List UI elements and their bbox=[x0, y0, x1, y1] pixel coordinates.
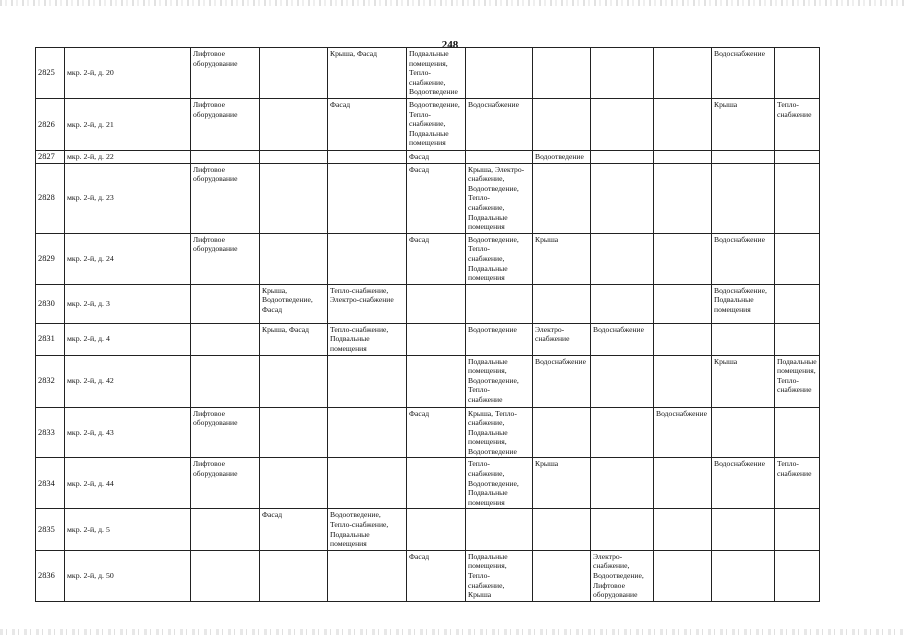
work-type-cell bbox=[591, 509, 654, 550]
work-type-cell bbox=[591, 355, 654, 407]
work-type-cell bbox=[775, 284, 820, 323]
work-type-cell bbox=[191, 98, 260, 150]
work-type-cell bbox=[407, 163, 466, 233]
work-type-cell bbox=[407, 509, 466, 550]
building-address: мкр. 2-й, д. 5 bbox=[65, 509, 191, 550]
table-row bbox=[36, 98, 820, 150]
table-row bbox=[36, 323, 820, 355]
work-type-cell bbox=[712, 150, 775, 163]
work-type-cell bbox=[466, 98, 533, 150]
work-type-text: Фасад bbox=[262, 510, 283, 520]
work-type-cell bbox=[407, 284, 466, 323]
work-type-cell bbox=[533, 458, 591, 509]
work-type-text: Крыша bbox=[535, 234, 559, 244]
work-type-cell bbox=[533, 150, 591, 163]
work-type-text: Фасад bbox=[409, 234, 430, 244]
work-type-cell bbox=[466, 150, 533, 163]
work-type-text: Подвальные помещения, Тепло- снабжение bbox=[777, 356, 817, 395]
work-type-cell bbox=[533, 355, 591, 407]
work-type-cell bbox=[712, 550, 775, 601]
work-type-cell bbox=[328, 233, 407, 284]
work-type-text: Водоснабжение bbox=[593, 324, 644, 334]
work-type-cell bbox=[328, 458, 407, 509]
work-type-cell bbox=[533, 48, 591, 99]
work-type-cell bbox=[191, 355, 260, 407]
work-type-cell bbox=[407, 458, 466, 509]
work-type-cell bbox=[407, 407, 466, 458]
row-number: 2827 bbox=[36, 150, 65, 163]
work-type-text: Водоотведение bbox=[535, 151, 584, 161]
work-type-text: Фасад bbox=[330, 99, 351, 109]
work-type-cell bbox=[466, 323, 533, 355]
work-type-text: Лифтовое оборудование bbox=[193, 408, 238, 428]
work-type-cell bbox=[712, 458, 775, 509]
row-number: 2829 bbox=[36, 233, 65, 284]
work-type-text: Крыша, Фасад bbox=[262, 324, 310, 334]
work-type-cell bbox=[775, 323, 820, 355]
row-number: 2836 bbox=[36, 550, 65, 601]
work-type-cell bbox=[591, 150, 654, 163]
work-type-cell bbox=[654, 458, 712, 509]
row-number: 2835 bbox=[36, 509, 65, 550]
work-type-cell bbox=[328, 48, 407, 99]
work-type-cell bbox=[260, 407, 328, 458]
building-address: мкр. 2-й, д. 20 bbox=[65, 48, 191, 99]
work-type-cell bbox=[191, 509, 260, 550]
work-type-cell bbox=[191, 150, 260, 163]
page-number: 248 bbox=[441, 39, 459, 51]
work-type-cell bbox=[466, 407, 533, 458]
work-type-cell bbox=[775, 163, 820, 233]
building-address: мкр. 2-й, д. 3 bbox=[65, 284, 191, 323]
work-type-text: Фасад bbox=[409, 551, 430, 561]
work-type-cell bbox=[775, 407, 820, 458]
work-type-cell bbox=[591, 284, 654, 323]
work-type-cell bbox=[260, 48, 328, 99]
work-type-text: Крыша bbox=[535, 459, 559, 469]
work-type-text: Фасад bbox=[409, 151, 430, 161]
table-row bbox=[36, 48, 820, 99]
building-address: мкр. 2-й, д. 24 bbox=[65, 233, 191, 284]
work-type-cell bbox=[654, 407, 712, 458]
work-type-cell bbox=[260, 355, 328, 407]
work-type-cell bbox=[533, 98, 591, 150]
work-type-text: Водоснабжение bbox=[714, 234, 765, 244]
work-type-cell bbox=[260, 458, 328, 509]
work-type-cell bbox=[591, 458, 654, 509]
work-type-cell bbox=[260, 284, 328, 323]
work-type-cell bbox=[466, 48, 533, 99]
work-type-text: Подвальные помещения, Тепло- снабжение, Крыша bbox=[468, 551, 508, 600]
work-type-cell bbox=[191, 48, 260, 99]
work-type-text: Водоотведение, Тепло-снабжение, Подвальные помещения bbox=[330, 510, 389, 549]
work-type-text: Лифтовое оборудование bbox=[193, 99, 238, 119]
work-type-cell bbox=[260, 509, 328, 550]
work-type-text: Крыша, Тепло- снабжение, Подвальные помещения, Водоотведение bbox=[468, 408, 517, 456]
work-type-text: Тепло-снабжение, Электро-снабжение bbox=[330, 285, 394, 305]
work-type-text: Лифтовое оборудование bbox=[193, 459, 238, 479]
work-type-cell bbox=[328, 163, 407, 233]
work-type-cell bbox=[328, 150, 407, 163]
building-address: мкр. 2-й, д. 22 bbox=[65, 150, 191, 163]
work-type-cell bbox=[775, 233, 820, 284]
row-number: 2831 bbox=[36, 323, 65, 355]
work-type-cell bbox=[466, 355, 533, 407]
scan-artifact-top bbox=[0, 0, 905, 6]
work-type-cell bbox=[591, 163, 654, 233]
work-type-cell bbox=[407, 48, 466, 99]
work-type-cell bbox=[260, 163, 328, 233]
building-address: мкр. 2-й, д. 43 bbox=[65, 407, 191, 458]
row-number: 2826 bbox=[36, 98, 65, 150]
work-type-cell bbox=[654, 48, 712, 99]
work-type-cell bbox=[712, 233, 775, 284]
work-type-cell bbox=[654, 323, 712, 355]
work-type-cell bbox=[712, 163, 775, 233]
building-address: мкр. 2-й, д. 50 bbox=[65, 550, 191, 601]
work-type-cell bbox=[328, 509, 407, 550]
work-type-text: Фасад bbox=[409, 164, 430, 174]
work-type-text: Тепло- снабжение bbox=[777, 99, 812, 119]
work-type-cell bbox=[533, 323, 591, 355]
building-address: мкр. 2-й, д. 42 bbox=[65, 355, 191, 407]
work-type-cell bbox=[533, 284, 591, 323]
work-type-cell bbox=[533, 550, 591, 601]
work-type-cell bbox=[712, 355, 775, 407]
work-type-cell bbox=[328, 355, 407, 407]
work-type-cell bbox=[328, 550, 407, 601]
work-type-text: Водоснабжение bbox=[714, 459, 765, 469]
work-type-text: Водоснабжение bbox=[714, 49, 765, 58]
building-address: мкр. 2-й, д. 21 bbox=[65, 98, 191, 150]
row-number: 2832 bbox=[36, 355, 65, 407]
work-type-cell bbox=[775, 150, 820, 163]
work-type-cell bbox=[591, 98, 654, 150]
work-type-text: Тепло-снабжение, Подвальные помещения bbox=[330, 324, 389, 353]
work-type-cell bbox=[466, 233, 533, 284]
work-type-cell bbox=[260, 98, 328, 150]
work-type-cell bbox=[466, 550, 533, 601]
table-row bbox=[36, 150, 820, 163]
work-type-cell bbox=[260, 150, 328, 163]
work-type-cell bbox=[260, 233, 328, 284]
work-type-cell bbox=[328, 98, 407, 150]
work-type-cell bbox=[466, 458, 533, 509]
work-type-cell bbox=[712, 284, 775, 323]
work-type-cell bbox=[260, 550, 328, 601]
work-type-cell bbox=[466, 509, 533, 550]
row-number: 2828 bbox=[36, 163, 65, 233]
work-type-text: Электро- снабжение bbox=[535, 324, 570, 344]
work-type-text: Подвальные помещения, Тепло- снабжение, Водоотведение bbox=[409, 49, 458, 97]
row-number: 2830 bbox=[36, 284, 65, 323]
work-type-cell bbox=[533, 163, 591, 233]
work-type-text: Крыша bbox=[714, 356, 738, 366]
work-type-cell bbox=[191, 163, 260, 233]
work-type-cell bbox=[260, 323, 328, 355]
work-type-cell bbox=[654, 233, 712, 284]
work-type-cell bbox=[328, 323, 407, 355]
table-row bbox=[36, 355, 820, 407]
work-type-cell bbox=[466, 284, 533, 323]
work-type-cell bbox=[191, 407, 260, 458]
work-type-text: Водоотведение, Тепло- снабжение, Подвальные помещения bbox=[409, 99, 460, 148]
table-row bbox=[36, 550, 820, 601]
work-type-cell bbox=[654, 150, 712, 163]
work-type-cell bbox=[591, 48, 654, 99]
row-number: 2833 bbox=[36, 407, 65, 458]
work-type-text: Крыша, Фасад bbox=[330, 49, 378, 58]
table-row bbox=[36, 509, 820, 550]
work-type-cell bbox=[191, 284, 260, 323]
work-type-cell bbox=[533, 509, 591, 550]
repair-schedule-table bbox=[35, 47, 820, 602]
work-type-cell bbox=[191, 323, 260, 355]
work-type-text: Подвальные помещения, Водоотведение, Тепло- снабжение bbox=[468, 356, 519, 404]
work-type-cell bbox=[591, 550, 654, 601]
work-type-text: Водоснабжение, Подвальные помещения bbox=[714, 285, 767, 314]
work-type-cell bbox=[712, 407, 775, 458]
work-type-text: Крыша, Водоотведение, Фасад bbox=[262, 285, 313, 314]
table-row bbox=[36, 407, 820, 458]
work-type-cell bbox=[591, 233, 654, 284]
work-type-cell bbox=[533, 233, 591, 284]
work-type-text: Тепло- снабжение, Водоотведение, Подвальные помещения bbox=[468, 459, 519, 507]
work-type-cell bbox=[775, 509, 820, 550]
work-type-cell bbox=[191, 550, 260, 601]
work-type-cell bbox=[191, 233, 260, 284]
work-type-text: Водоснабжение bbox=[656, 408, 707, 418]
work-type-text: Водоснабжение bbox=[468, 99, 519, 109]
work-type-cell bbox=[591, 323, 654, 355]
work-type-text: Лифтовое оборудование bbox=[193, 234, 238, 254]
work-type-cell bbox=[775, 458, 820, 509]
work-type-cell bbox=[654, 98, 712, 150]
work-type-cell bbox=[712, 48, 775, 99]
work-type-cell bbox=[775, 98, 820, 150]
building-address: мкр. 2-й, д. 23 bbox=[65, 163, 191, 233]
work-type-cell bbox=[654, 509, 712, 550]
work-type-cell bbox=[654, 284, 712, 323]
work-type-cell bbox=[407, 323, 466, 355]
table-row bbox=[36, 458, 820, 509]
work-type-cell bbox=[407, 233, 466, 284]
work-type-text: Электро- снабжение, Водоотведение, Лифтовое оборудование bbox=[593, 551, 644, 600]
work-type-text: Фасад bbox=[409, 408, 430, 418]
work-type-cell bbox=[407, 355, 466, 407]
work-type-cell bbox=[775, 550, 820, 601]
scan-artifact-bottom bbox=[0, 629, 905, 635]
work-type-cell bbox=[712, 509, 775, 550]
building-address: мкр. 2-й, д. 44 bbox=[65, 458, 191, 509]
work-type-text: Лифтовое оборудование bbox=[193, 164, 238, 184]
work-type-cell bbox=[191, 458, 260, 509]
row-number: 2825 bbox=[36, 48, 65, 99]
work-type-cell bbox=[775, 355, 820, 407]
work-type-cell bbox=[407, 150, 466, 163]
work-type-text: Водоотведение bbox=[468, 324, 517, 334]
work-type-cell bbox=[407, 98, 466, 150]
work-type-cell bbox=[654, 355, 712, 407]
table-row bbox=[36, 284, 820, 323]
table-row bbox=[36, 163, 820, 233]
work-type-cell bbox=[328, 284, 407, 323]
work-type-cell bbox=[654, 163, 712, 233]
work-type-text: Водоснабжение bbox=[535, 356, 586, 366]
table-row bbox=[36, 233, 820, 284]
work-type-cell bbox=[407, 550, 466, 601]
work-type-text: Тепло- снабжение bbox=[777, 459, 812, 479]
work-type-text: Крыша bbox=[714, 99, 738, 109]
work-type-cell bbox=[533, 407, 591, 458]
work-type-cell bbox=[328, 407, 407, 458]
work-type-cell bbox=[712, 98, 775, 150]
work-type-text: Крыша, Электро- снабжение, Водоотведение, Тепло- снабжение, Подвальные помещения bbox=[468, 164, 525, 232]
work-type-cell bbox=[775, 48, 820, 99]
building-address: мкр. 2-й, д. 4 bbox=[65, 323, 191, 355]
work-type-text: Лифтовое оборудование bbox=[193, 49, 238, 68]
work-type-cell bbox=[591, 407, 654, 458]
work-type-cell bbox=[712, 323, 775, 355]
row-number: 2834 bbox=[36, 458, 65, 509]
work-type-cell bbox=[466, 163, 533, 233]
work-type-cell bbox=[654, 550, 712, 601]
work-type-text: Водоотведение, Тепло- снабжение, Подвальные помещения bbox=[468, 234, 519, 283]
